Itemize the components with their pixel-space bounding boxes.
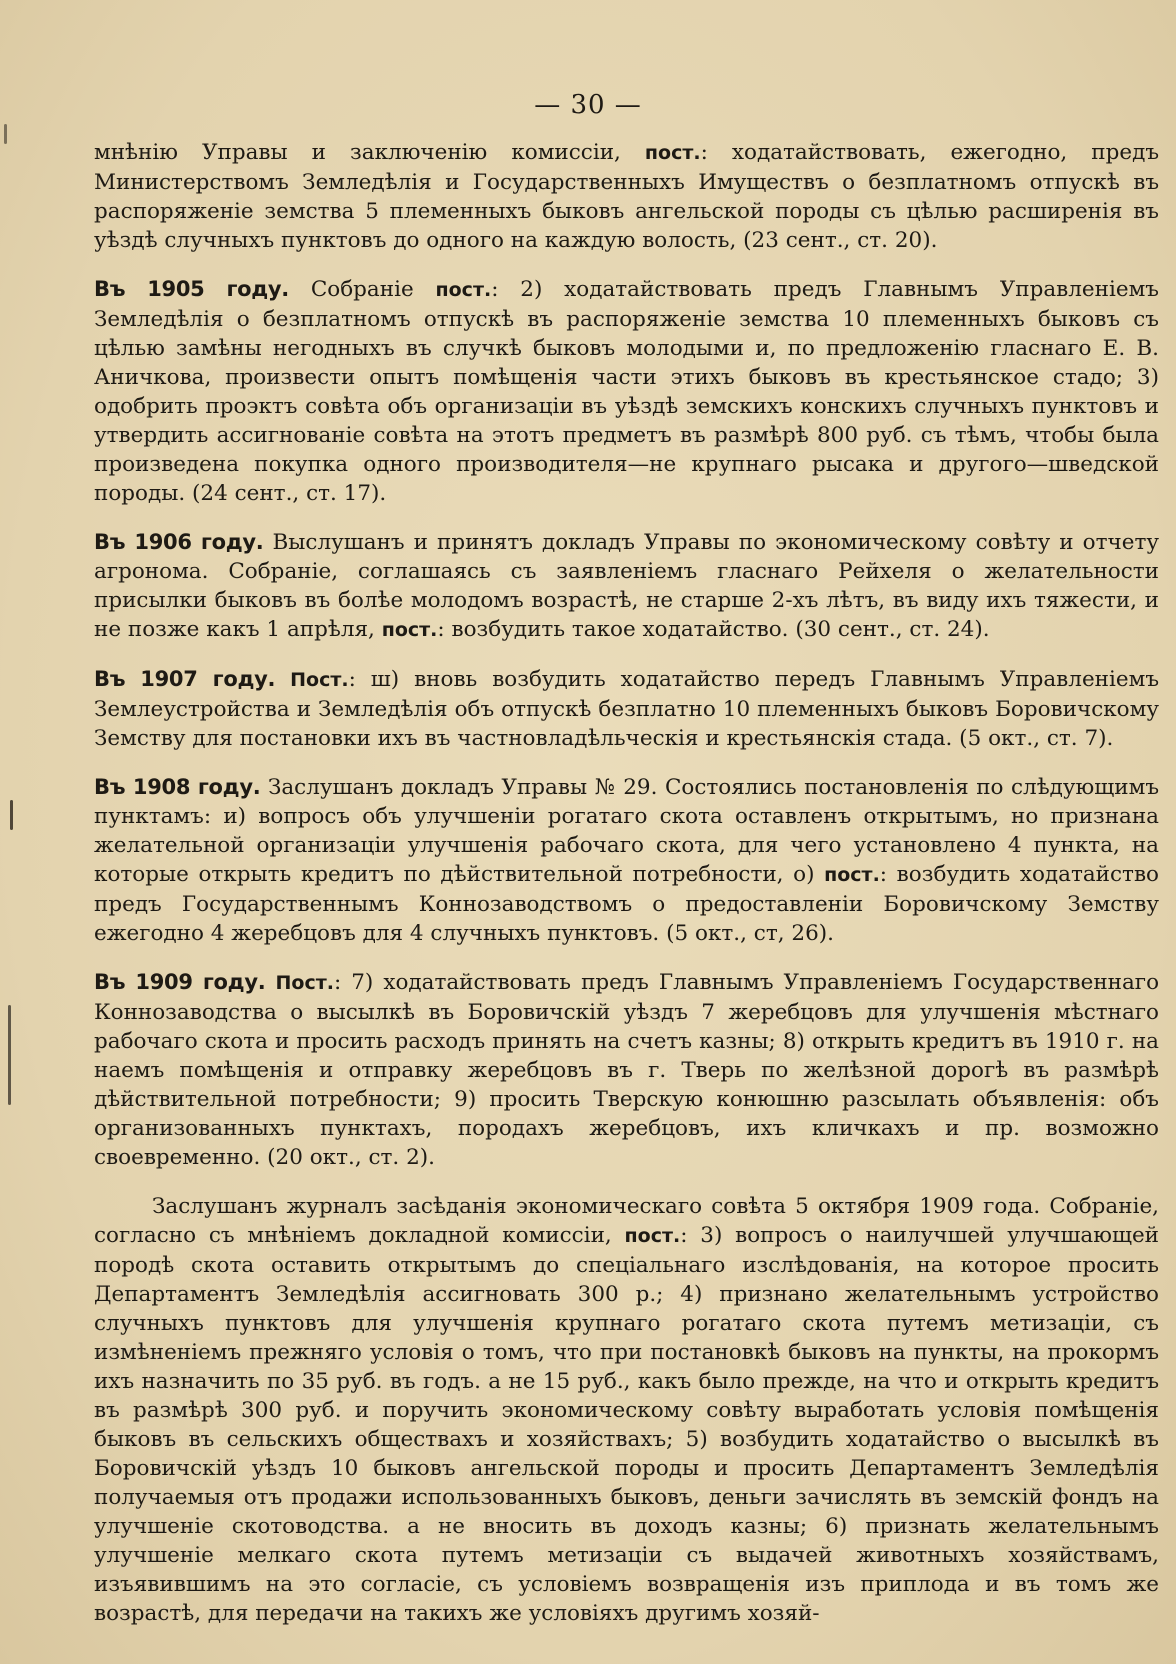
text-run: : ш) вновь возбудить ходатайство передъ Главнымъ Управленіемъ Землеустройства и Земледѣлія объ отпускѣ безплатно 10 племенныхъ быковъ Боровичскому Земству для постановки ихъ въ частновладѣльческія и крестьянскія стада. (5 окт., ст. 7). xyxy=(94,667,1159,751)
text-run: Собраніе xyxy=(288,277,436,302)
text-run: Заслушанъ докладъ Управы № 29. Состоялись постановленія по слѣдующимъ пунктамъ: и) вопросъ объ улучшеніи рогатаго скота оставленъ открытымъ, но признана желательной организаціи улучшенія рабочаго скота, для чего установлено 4 пункта, на которые открыть кредитъ по дѣйствительной потребности, о) xyxy=(94,775,1159,887)
text-run: : возбудить ходатайство предъ Государственнымъ Коннозаводствомъ о предоставленіи Боровичскому Земству ежегодно 4 жеребцовъ для 4 случныхъ пунктовъ. (5 окт., ст, 26). xyxy=(94,862,1159,946)
paragraph-y1906 xyxy=(94,528,1159,645)
paragraph-y1908 xyxy=(94,773,1159,948)
text-run: мнѣнію Управы и заключенію комиссіи, xyxy=(94,140,645,165)
year-heading: Въ 1909 году. xyxy=(94,970,266,994)
paragraph-journal-1909 xyxy=(94,1192,1159,1628)
text-run: Заслушанъ журналъ засѣданія экономическаго совѣта 5 октября 1909 года. Собраніе, согласно съ мнѣніемъ докладной комиссіи, xyxy=(94,1194,1159,1248)
margin-mark xyxy=(8,1005,11,1105)
resolution-abbrev: Пост. xyxy=(275,972,334,994)
text-run: : 2) ходатайствовать предъ Главнымъ Управленіемъ Земледѣлія о безплатномъ отпускѣ въ распоряженіе земства 10 племенныхъ быковъ съ цѣлью замѣны негодныхъ въ случкѣ быковъ молодыми и, по предложенію гласнаго Е. В. Аничкова, произвести опытъ помѣщенія части этихъ быковъ въ крестьянское стадо; 3) одобрить проэктъ совѣта объ организаціи въ уѣздѣ земскихъ конскихъ случныхъ пунктовъ и утвердить ассигнованіе совѣта на этотъ предметъ въ размѣрѣ 800 руб. съ тѣмъ, чтобы была произведена покупка одного производителя—не крупнаго рысака и другого—шведской породы. (24 сент., ст. 17). xyxy=(94,277,1159,506)
year-heading: Въ 1908 году. xyxy=(94,775,261,799)
text-run: : 7) ходатайствовать предъ Главнымъ Управленіемъ Государственнаго Коннозаводства о высылкѣ въ Боровичскій уѣздъ 7 жеребцовъ для улучшенія мѣстнаго рабочаго скота и просить расходъ принять на счетъ казны; 8) открыть кредитъ въ 1910 г. на наемъ помѣщенія и отправку жеребцовъ въ г. Тверь по желѣзной дорогѣ въ размѣрѣ дѣйствительной потребности; 9) просить Тверскую конюшню разсылать объявленія: объ организованныхъ пунктахъ, породахъ жеребцовъ, ихъ кличкахъ и пр. возможно своевременно. (20 окт., ст. 2). xyxy=(94,970,1160,1170)
resolution-abbrev: пост. xyxy=(644,142,701,164)
resolution-abbrev: Пост. xyxy=(290,669,349,691)
year-heading: Въ 1906 году. xyxy=(94,530,264,554)
text-run: : 3) вопросъ о наилучшей улучшающей породѣ скота оставить открытымъ до спеціальнаго изслѣдованія, на которое просить Департаментъ Земледѣлія ассигновать 300 р.; 4) признано желательнымъ устройство случныхъ пунктовъ для улучшенія крупнаго рогатаго скота путемъ метизаціи, съ измѣненіемъ прежняго условія о томъ, что при постановкѣ быковъ на пункты, на прокормъ ихъ назначить по 35 руб. въ годъ. а не 15 руб., какъ было прежде, на что и открыть кредитъ въ размѣрѣ 300 руб. и поручить экономическому совѣту выработать условія помѣщенія быковъ въ сельскихъ обществахъ и хозяйствахъ; 5) возбудить ходатайство о высылкѣ въ Боровичскій уѣздъ 10 быковъ ангельской породы и просить Департаментъ Земледѣлія получаемыя отъ продажи использованныхъ быковъ, деньги зачислять въ земскій фондъ на улучшеніе скотоводства. а не вносить въ доходъ казны; 6) признать желательнымъ улучшеніе мелкаго скота путемъ метизаціи съ выдачей животныхъ хозяйствамъ, изъявившимъ на это согласіе, съ условіемъ возвращенія изъ приплода и въ томъ же возрастѣ, для передачи на такихъ же условіяхъ другимъ хозяй- xyxy=(94,1223,1160,1626)
margin-mark xyxy=(10,800,13,830)
paragraph-y1907 xyxy=(94,665,1159,753)
text-run: Выслушанъ и принятъ докладъ Управы по экономическому совѣту и отчету агронома. Собраніе, соглашаясь съ заявленіемъ гласнаго Рейхеля о желательности присылки быковъ въ болѣе молодомъ возрастѣ, не старше 2-хъ лѣтъ, въ виду ихъ тяжести, и не позже какъ 1 апрѣля, xyxy=(94,530,1159,642)
resolution-abbrev: пост. xyxy=(381,619,438,641)
paragraph-y1905 xyxy=(94,275,1159,508)
year-heading: Въ 1907 году. xyxy=(94,667,276,691)
text-run: : ходатайствовать, ежегодно, предъ Министерствомъ Земледѣлія и Государственныхъ Имуществъ о безплатномъ отпускѣ въ распоряженіе земства 5 племенныхъ быковъ ангельской породы съ цѣлью расширенія въ уѣздѣ случныхъ пунктовъ до одного на каждую волость, (23 сент., ст. 20). xyxy=(94,140,1159,253)
year-heading: Въ 1905 году. xyxy=(94,277,289,301)
page-number: — 30 — xyxy=(534,90,642,120)
margin-mark xyxy=(4,124,7,144)
document-body xyxy=(94,138,1159,1648)
resolution-abbrev: пост. xyxy=(824,864,880,886)
text-run xyxy=(275,667,290,692)
resolution-abbrev: пост. xyxy=(435,279,492,301)
text-run: : возбудить такое ходатайство. (30 сент., ст. 24). xyxy=(437,617,990,642)
text-run xyxy=(265,970,275,995)
resolution-abbrev: пост. xyxy=(624,1225,681,1247)
paragraph-y1909 xyxy=(94,968,1159,1172)
paragraph-intro xyxy=(94,138,1159,255)
